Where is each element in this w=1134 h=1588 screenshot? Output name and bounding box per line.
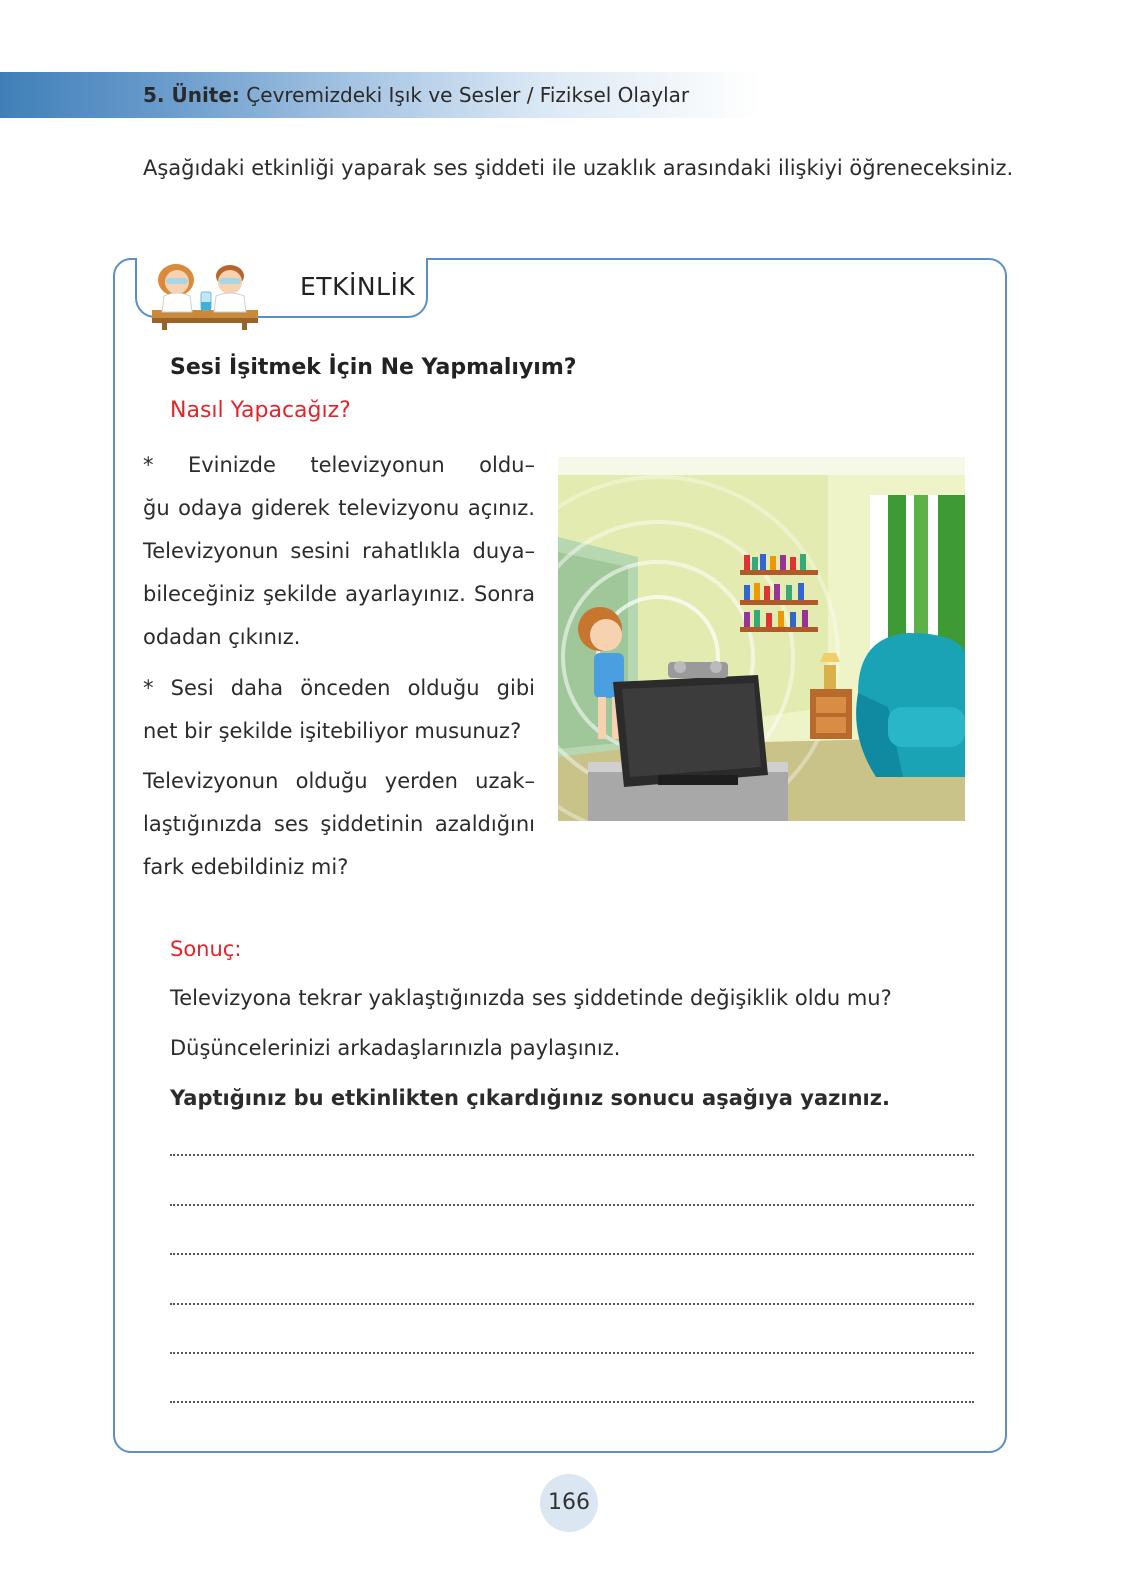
- page-number: 166: [540, 1474, 598, 1532]
- answer-line[interactable]: [170, 1303, 974, 1305]
- instruction-line: odadan çıkınız.: [143, 625, 301, 649]
- answer-line[interactable]: [170, 1204, 974, 1206]
- instruction-line: Televizyonun olduğu yerden uzak–: [143, 769, 535, 793]
- unit-label: 5. Ünite:: [143, 83, 240, 107]
- answer-line[interactable]: [170, 1253, 974, 1255]
- scientist-kids-illustration: [150, 254, 260, 330]
- unit-title: Çevremizdeki Işık ve Sesler / Fiziksel Olaylar: [246, 83, 690, 107]
- activity-title: ETKİNLİK: [300, 272, 416, 301]
- instruction-line: fark edebildiniz mi?: [143, 855, 349, 879]
- answer-line[interactable]: [170, 1401, 974, 1403]
- answer-line[interactable]: [170, 1154, 974, 1156]
- instruction-line: * Evinizde televizyonun oldu–: [143, 453, 535, 477]
- how-title: Nasıl Yapacağız?: [170, 398, 351, 423]
- instruction-line: net bir şekilde işitebiliyor musunuz?: [143, 719, 522, 743]
- result-share: Düşüncelerinizi arkadaşlarınızla paylaşınız.: [170, 1036, 621, 1060]
- instruction-line: Televizyonun sesini rahatlıkla duya–: [143, 539, 535, 563]
- result-question: Televizyona tekrar yaklaştığınızda ses şiddetinde değişiklik oldu mu?: [170, 986, 892, 1010]
- result-title: Sonuç:: [170, 937, 242, 961]
- unit-header: [143, 83, 689, 107]
- question-title: Sesi İşitmek İçin Ne Yapmalıyım?: [170, 355, 577, 380]
- instruction-line: bileceğiniz şekilde ayarlayınız. Sonra: [143, 582, 535, 606]
- instruction-line: laştığınızda ses şiddetinin azaldığını: [143, 812, 535, 836]
- instruction-line: * Sesi daha önceden olduğu gibi: [143, 676, 535, 700]
- result-instruction: Yaptığınız bu etkinlikten çıkardığınız sonucu aşağıya yazınız.: [170, 1086, 890, 1110]
- intro-text: Aşağıdaki etkinliği yaparak ses şiddeti ile uzaklık arasındaki ilişkiyi öğreneceksiniz.: [143, 156, 1014, 180]
- answer-line[interactable]: [170, 1352, 974, 1354]
- instruction-line: ğu odaya giderek televizyonu açınız.: [143, 496, 535, 520]
- living-room-tv-illustration: [558, 457, 965, 821]
